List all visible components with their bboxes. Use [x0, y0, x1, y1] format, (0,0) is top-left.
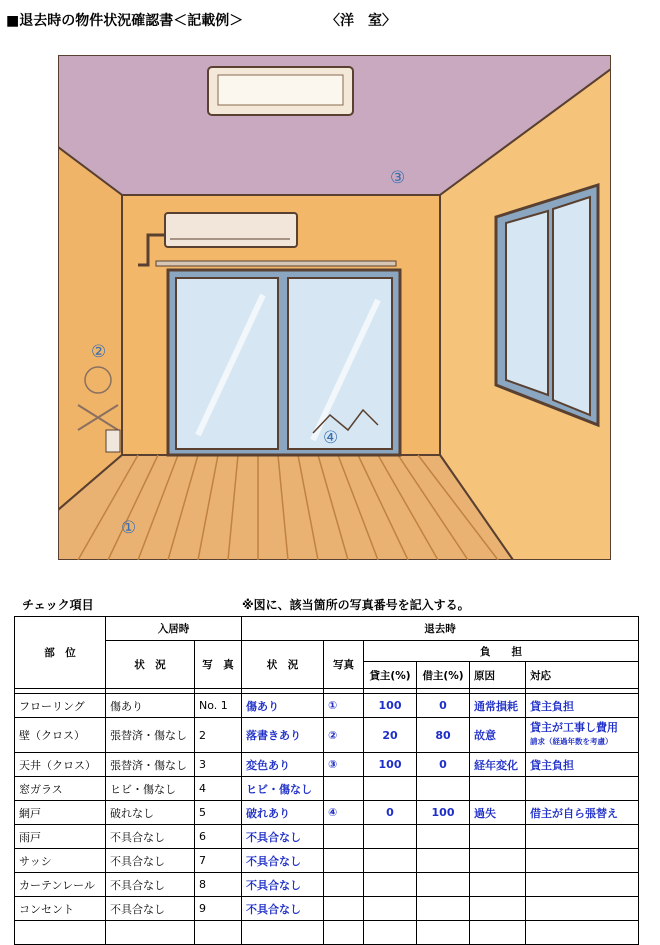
- row-action-line1: 貸主が工事し費用: [530, 721, 618, 734]
- row-action: [526, 718, 639, 753]
- table-row: [15, 777, 639, 801]
- row-landlord: 100: [364, 753, 417, 777]
- header-part: 部 位: [15, 617, 106, 689]
- row-tenant: [417, 825, 470, 849]
- header-move-out: 退去時: [242, 617, 639, 641]
- table-row: [15, 694, 639, 718]
- header-burden: 負 担: [364, 641, 639, 662]
- table-row: [15, 718, 639, 753]
- table-row: [15, 801, 639, 825]
- header-in-photo: 写 真: [195, 641, 242, 689]
- row-in-condition: ヒビ・傷なし: [106, 777, 195, 801]
- row-cause: 通常損耗: [470, 694, 526, 718]
- row-action: [526, 849, 639, 873]
- header-in-condition: 状 況: [106, 641, 195, 689]
- row-in-photo: 7: [195, 849, 242, 873]
- row-action: 借主が自ら張替え: [526, 801, 639, 825]
- row-tenant: 100: [417, 801, 470, 825]
- row-tenant: 0: [417, 753, 470, 777]
- table-row: [15, 753, 639, 777]
- title-heading: ■退去時の物件状況確認書＜記載例＞: [6, 13, 244, 29]
- row-out-photo: [324, 897, 364, 921]
- row-cause: [470, 897, 526, 921]
- row-in-condition: 張替済・傷なし: [106, 753, 195, 777]
- table-header-row-1: [15, 617, 639, 641]
- row-out-condition: 傷あり: [242, 694, 324, 718]
- room-illustration: [58, 55, 611, 560]
- row-part: フローリング: [15, 694, 106, 718]
- row-out-condition: ヒビ・傷なし: [242, 777, 324, 801]
- row-in-condition: 不具合なし: [106, 825, 195, 849]
- row-cause: 経年変化: [470, 753, 526, 777]
- header-action: 対応: [526, 662, 639, 689]
- table-row: [15, 897, 639, 921]
- row-in-photo: 6: [195, 825, 242, 849]
- marker-1: ①: [121, 518, 137, 538]
- table-row: [15, 873, 639, 897]
- table-row: [15, 825, 639, 849]
- row-out-photo: [324, 873, 364, 897]
- header-move-in: 入居時: [106, 617, 242, 641]
- row-landlord: [364, 825, 417, 849]
- row-landlord: [364, 897, 417, 921]
- row-in-photo: 2: [195, 718, 242, 753]
- row-action: [526, 873, 639, 897]
- row-out-photo: ④: [324, 801, 364, 825]
- row-part: コンセント: [15, 897, 106, 921]
- row-out-photo: ②: [324, 718, 364, 753]
- header-cause: 原因: [470, 662, 526, 689]
- row-tenant: [417, 849, 470, 873]
- row-action-line2: 請求（経過年数を考慮）: [530, 737, 613, 746]
- row-in-condition: 破れなし: [106, 801, 195, 825]
- row-out-condition: 不具合なし: [242, 825, 324, 849]
- section-label: チェック項目: [22, 598, 94, 612]
- header-landlord: 貸主(%): [364, 662, 417, 689]
- marker-4: ④: [323, 428, 339, 448]
- row-cause: [470, 825, 526, 849]
- row-in-photo: No. 1: [195, 694, 242, 718]
- instruction-note: ※図に、該当箇所の写真番号を記入する。: [242, 598, 470, 612]
- table-row: [15, 849, 639, 873]
- row-part: カーテンレール: [15, 873, 106, 897]
- row-out-photo: ①: [324, 694, 364, 718]
- row-action: 貸主負担: [526, 694, 639, 718]
- row-landlord: [364, 849, 417, 873]
- row-in-photo: 9: [195, 897, 242, 921]
- row-out-photo: [324, 825, 364, 849]
- table-header-row-2: [15, 641, 639, 662]
- row-action: [526, 897, 639, 921]
- row-out-condition: 不具合なし: [242, 849, 324, 873]
- row-part: 窓ガラス: [15, 777, 106, 801]
- row-out-condition: 変色あり: [242, 753, 324, 777]
- marker-2: ②: [91, 342, 107, 362]
- row-part: 天井（クロス）: [15, 753, 106, 777]
- marker-3: ③: [390, 168, 406, 188]
- row-in-photo: 5: [195, 801, 242, 825]
- row-landlord: 20: [364, 718, 417, 753]
- row-in-photo: 4: [195, 777, 242, 801]
- row-out-condition: 不具合なし: [242, 897, 324, 921]
- row-in-photo: 8: [195, 873, 242, 897]
- row-action: [526, 825, 639, 849]
- row-in-condition: 不具合なし: [106, 849, 195, 873]
- row-out-condition: 落書きあり: [242, 718, 324, 753]
- row-tenant: [417, 777, 470, 801]
- row-in-condition: 不具合なし: [106, 873, 195, 897]
- row-cause: 故意: [470, 718, 526, 753]
- row-tenant: 0: [417, 694, 470, 718]
- row-part: 網戸: [15, 801, 106, 825]
- row-cause: 過失: [470, 801, 526, 825]
- row-landlord: [364, 873, 417, 897]
- row-cause: [470, 873, 526, 897]
- row-landlord: [364, 777, 417, 801]
- row-out-condition: 不具合なし: [242, 873, 324, 897]
- row-in-photo: 3: [195, 753, 242, 777]
- page-title: [6, 10, 396, 30]
- row-tenant: [417, 873, 470, 897]
- row-tenant: 80: [417, 718, 470, 753]
- row-in-condition: 張替済・傷なし: [106, 718, 195, 753]
- row-landlord: 0: [364, 801, 417, 825]
- row-part: 雨戸: [15, 825, 106, 849]
- header-out-photo: 写真: [324, 641, 364, 689]
- row-action: [526, 777, 639, 801]
- row-cause: [470, 777, 526, 801]
- row-landlord: 100: [364, 694, 417, 718]
- row-out-condition: 破れあり: [242, 801, 324, 825]
- row-out-photo: [324, 849, 364, 873]
- row-in-condition: 傷あり: [106, 694, 195, 718]
- title-room: 〈洋 室〉: [326, 13, 396, 29]
- header-tenant: 借主(%): [417, 662, 470, 689]
- row-action: 貸主負担: [526, 753, 639, 777]
- row-part: 壁（クロス）: [15, 718, 106, 753]
- row-out-photo: ③: [324, 753, 364, 777]
- condition-table: [14, 616, 639, 945]
- row-cause: [470, 849, 526, 873]
- row-out-photo: [324, 777, 364, 801]
- row-in-condition: 不具合なし: [106, 897, 195, 921]
- row-part: サッシ: [15, 849, 106, 873]
- row-tenant: [417, 897, 470, 921]
- header-out-condition: 状 況: [242, 641, 324, 689]
